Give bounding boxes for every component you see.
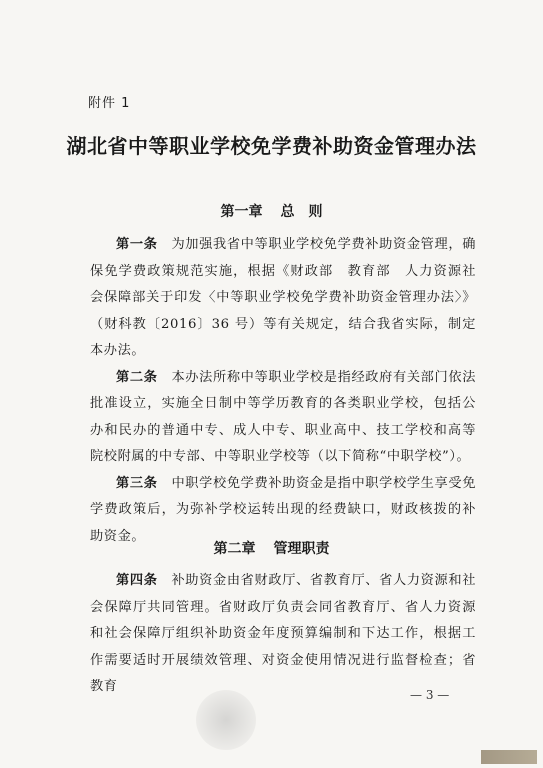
scan-watermark: [481, 750, 537, 764]
chapter-number: 第一章: [220, 204, 263, 220]
article-text: 中职学校免学费补助资金是指中职学校学生享受免学费政策后，为弥补学校运转出现的经费缺口，财政核拨的补助资金。: [90, 475, 476, 544]
chapter-body: [90, 568, 476, 701]
article-label: 第三条: [116, 475, 158, 491]
article-label: 第一条: [116, 237, 158, 252]
article-paragraph: [90, 232, 476, 365]
article-label: 第二条: [116, 369, 158, 385]
article-paragraph: [90, 365, 476, 471]
page-number: — 3 —: [410, 688, 450, 702]
chapter-heading: [0, 201, 543, 221]
chapter-heading: [0, 538, 543, 558]
chapter-body: [90, 232, 476, 550]
chapter-name: 管理职责: [273, 541, 330, 557]
article-text: 本办法所称中等职业学校是指经政府有关部门依法批准设立，实施全日制中等学历教育的各类职业学校，包括公办和民办的普通中专、成人中专、职业高中、技工学校和高等院校附属的中专部、中等职业学校等（以下简称“中职学校”）。: [90, 369, 476, 464]
scan-smudge: [196, 690, 256, 750]
article-text: 补助资金由省财政厅、省教育厅、省人力资源和社会保障厅共同管理。省财政厅负责会同省教育厅、省人力资源和社会保障厅组织补助资金年度预算编制和下达工作，根据工作需要适时开展绩效管理、对资金使用情况进行监督检查；省教育: [90, 573, 476, 694]
article-text: 为加强我省中等职业学校免学费补助资金管理，确保免学费政策规范实施，根据《财政部 教育部 人力资源社会保障部关于印发〈中等职业学校免学费补助资金管理办法〉》（财科教〔2016〕36 号）等有关规定，结合我省实际，制定本办法。: [90, 237, 476, 358]
document-title: 湖北省中等职业学校免学费补助资金管理办法: [66, 134, 477, 158]
article-paragraph: [90, 568, 476, 701]
chapter-number: 第二章: [213, 541, 256, 557]
chapter-name: 总 则: [280, 204, 323, 220]
annex-label: 附件 1: [88, 96, 131, 111]
article-label: 第四条: [116, 573, 158, 588]
